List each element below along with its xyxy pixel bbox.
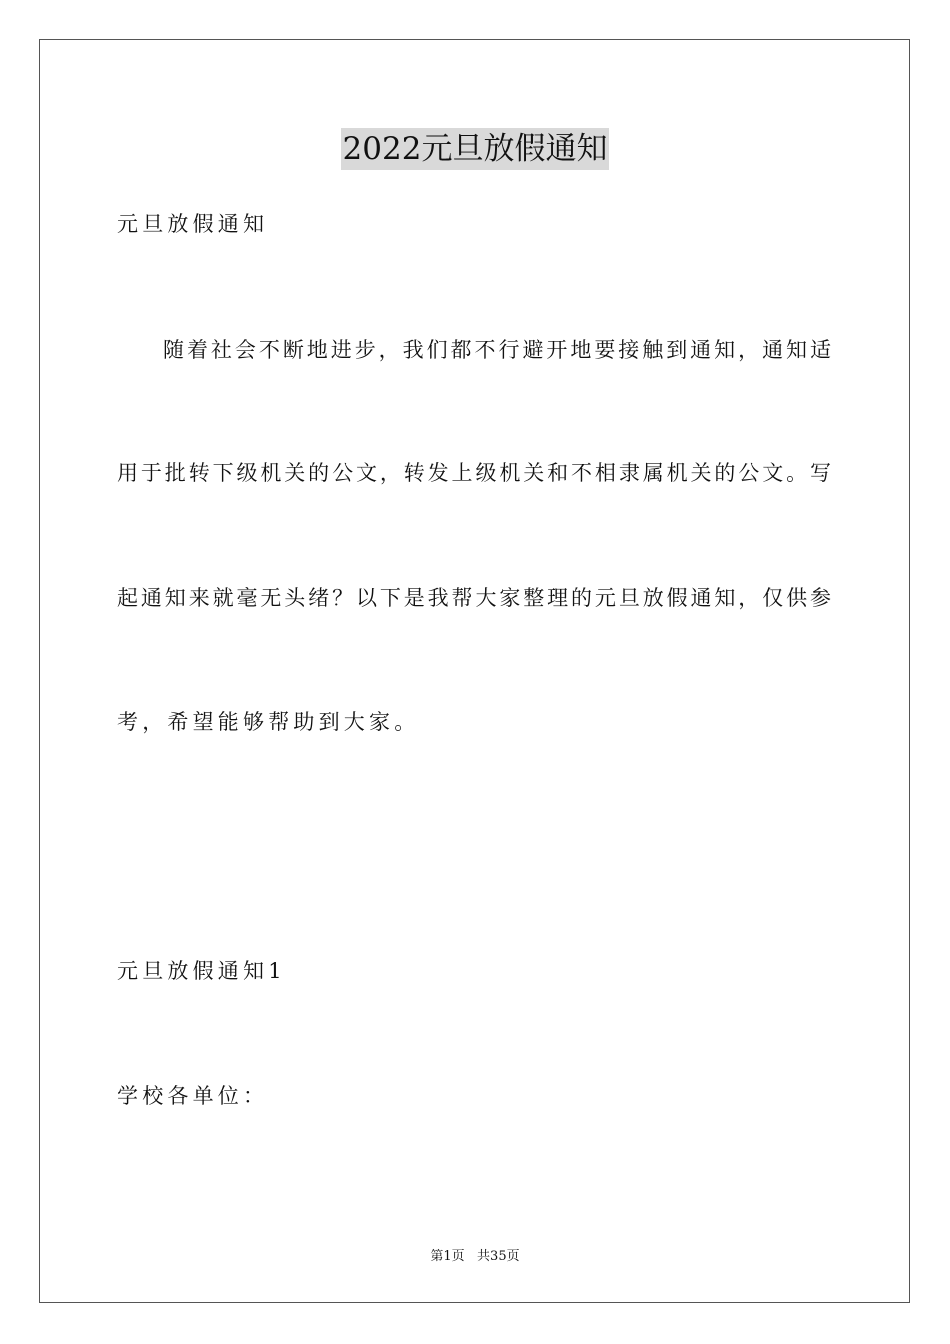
intro-line-3: 起通知来就毫无头绪？以下是我帮大家整理的元旦放假通知，仅供参 [117,586,831,610]
page-number: 第1页 共35页 [430,1249,520,1264]
section-heading: 元旦放假通知1 [117,959,286,983]
salutation: 学校各单位： [117,1084,269,1108]
intro-line-2: 用于批转下级机关的公文，转发上级机关和不相隶属机关的公文。写 [117,461,831,485]
document-title-block [0,128,950,170]
intro-line-4: 考，希望能够帮助到大家。 [117,710,420,734]
intro-line-1: 随着社会不断地进步，我们都不行避开地要接触到通知，通知适 [163,338,831,362]
document-title: 2022元旦放假通知 [341,128,610,170]
document-subtitle: 元旦放假通知 [117,212,269,236]
